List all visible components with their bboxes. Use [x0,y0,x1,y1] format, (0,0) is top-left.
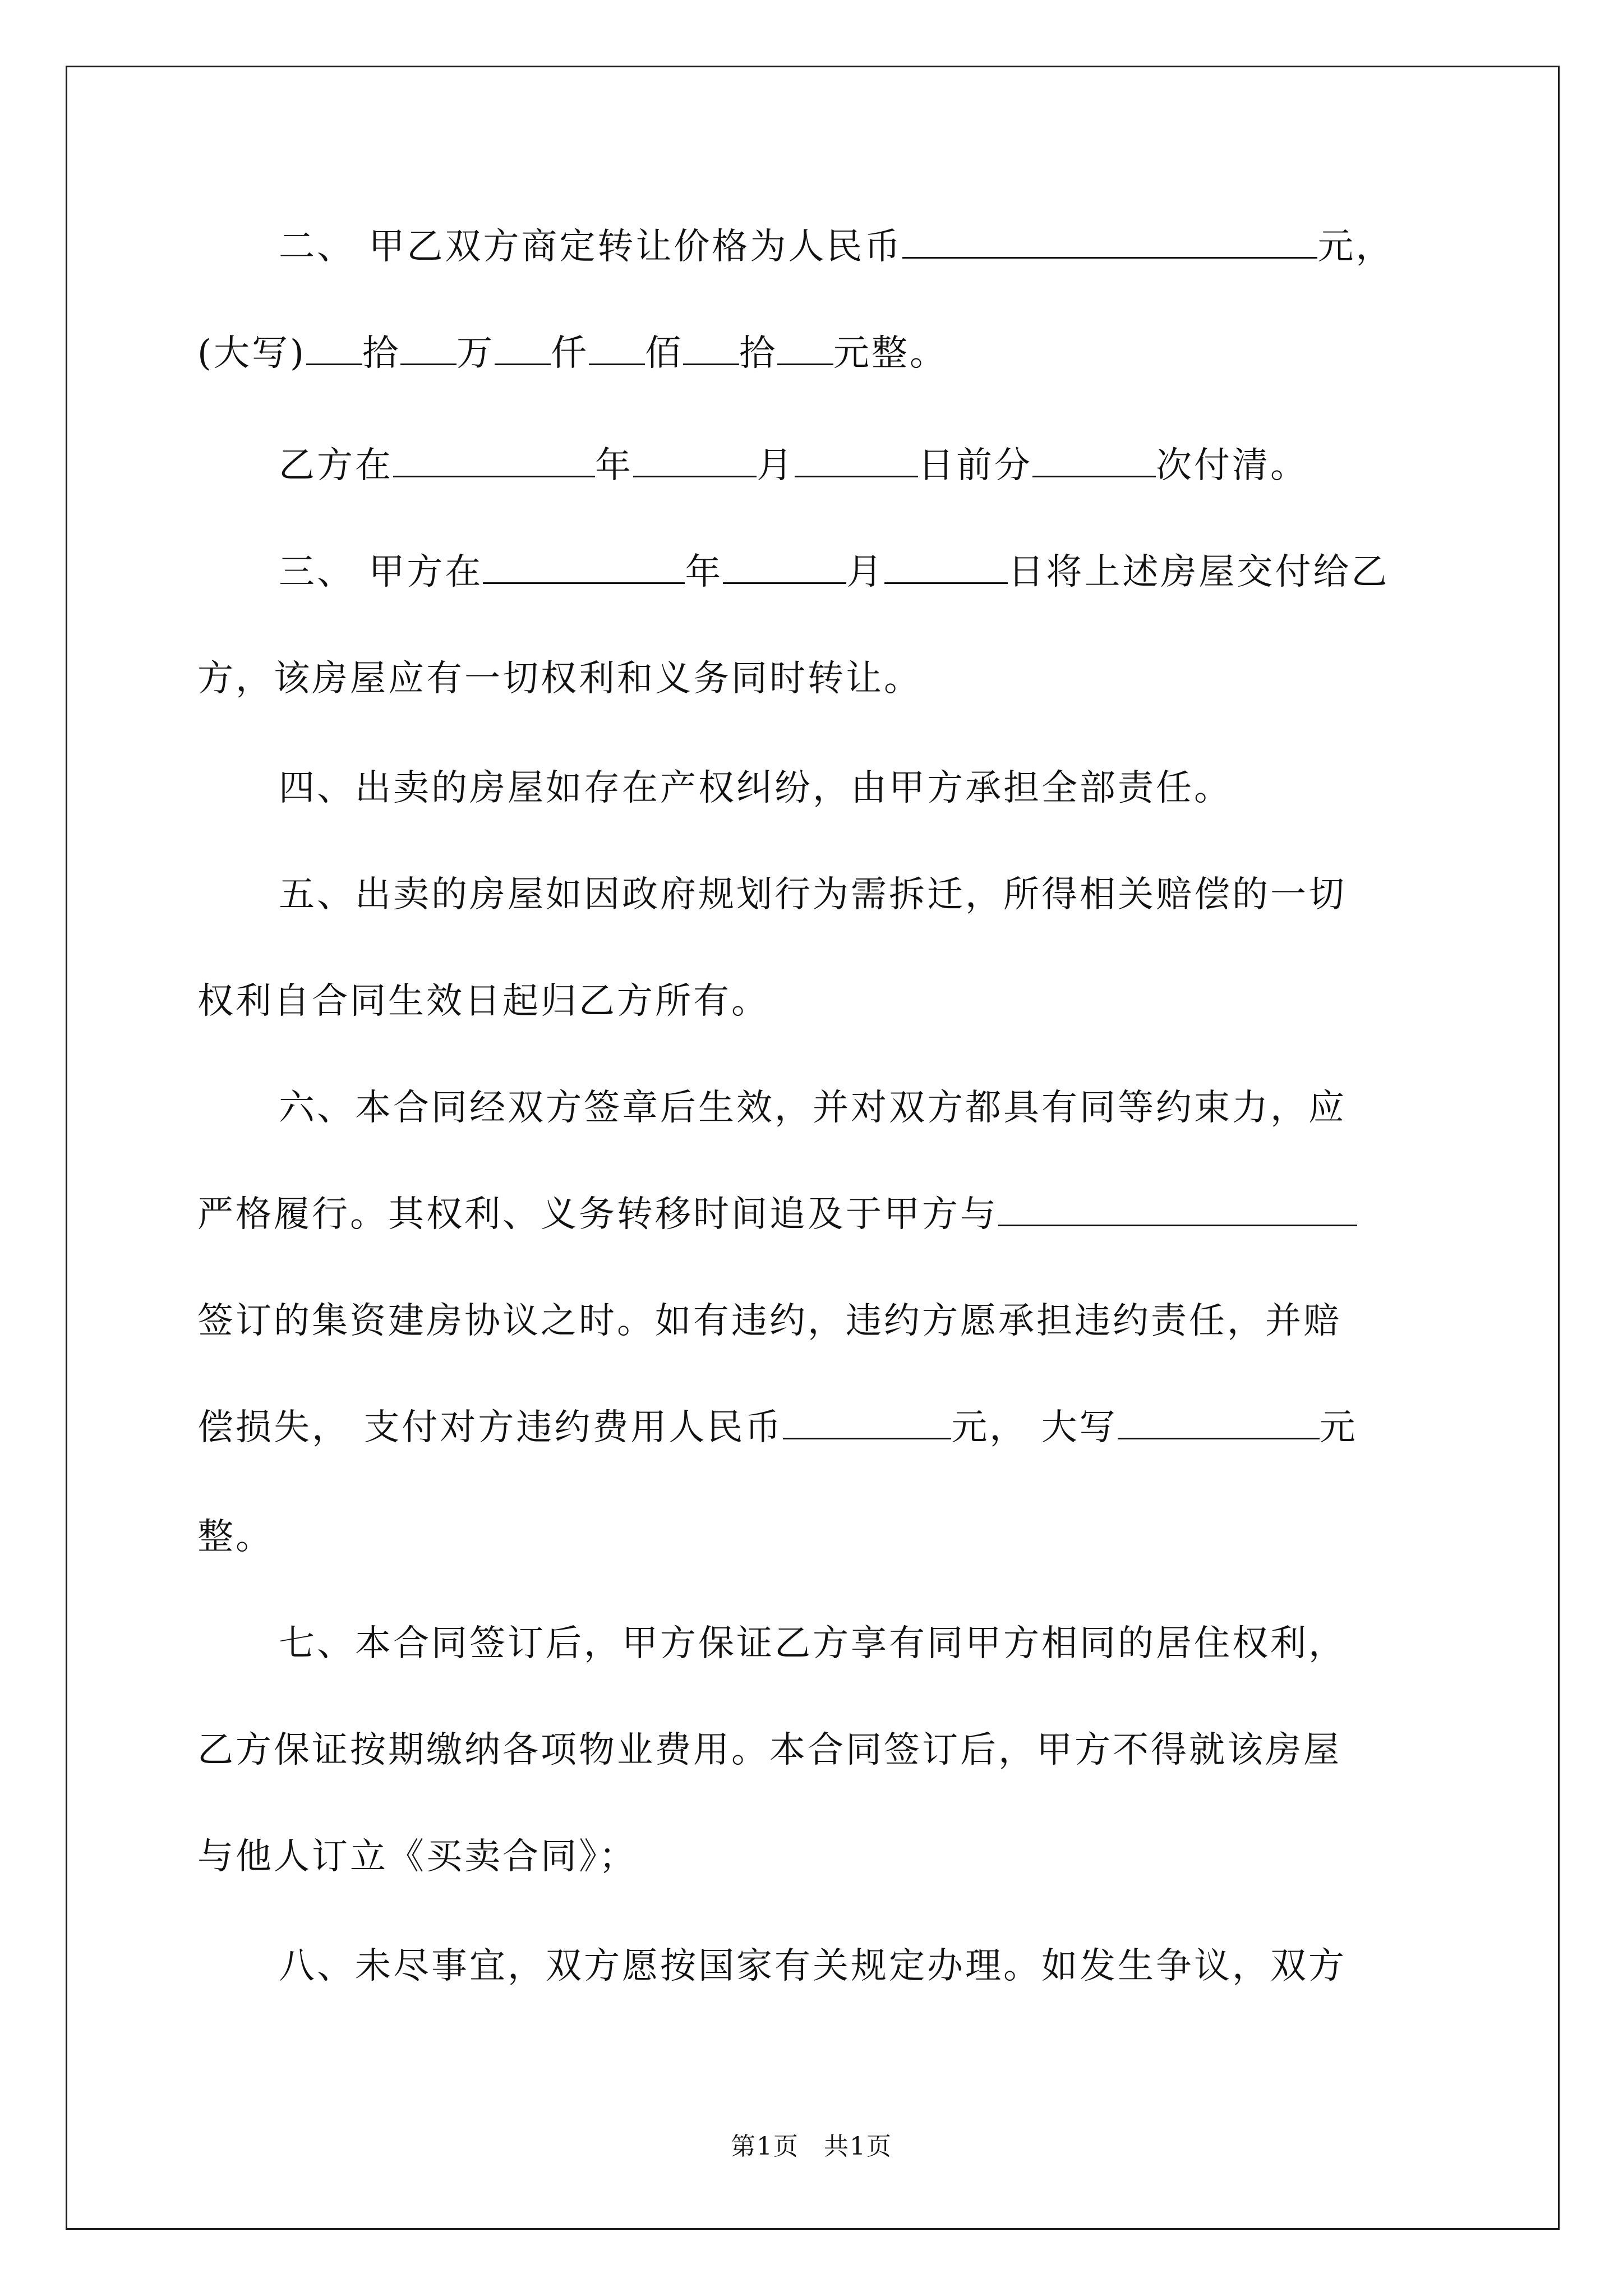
clause-2-line-2 [197,331,948,376]
clause-6-line-3: 签订的集资建房协议之时。如有违约，违约方愿承担违约责任，并赔 [197,1300,1341,1342]
penalty-text: 偿损失， 支付对方违约费用人民币 [197,1407,783,1448]
year-blank [483,550,685,584]
clause-2-line-1 [279,224,1394,269]
times-label: 次付清。 [1156,445,1308,486]
clause-7-line-2: 乙方保证按期缴纳各项物业费用。本合同签订后，甲方不得就该房屋 [197,1729,1341,1771]
unit-label: 仟 [550,333,589,374]
year-blank [393,443,595,477]
clause-2-text: 二、 甲乙双方商定转让价格为人民币 [279,226,903,268]
unit-label: 拾 [739,333,777,374]
unit-label: 佰 [644,333,683,374]
month-label: 月 [846,551,885,593]
penalty-amount-blank [783,1405,951,1439]
blank [777,331,833,365]
blank [306,331,362,365]
clause-3-text: 三、 甲方在 [279,551,483,593]
page-border [66,66,1560,2230]
month-label: 月 [757,445,795,486]
daxie-label: (大写) [197,333,306,374]
clause-5-line-2: 权利自合同生效日起归乙方所有。 [197,981,769,1022]
payment-line [279,443,1308,488]
day-blank [884,550,1008,584]
clause-8-line-1: 八、未尽事宜，双方愿按国家有关规定办理。如发生争议，双方 [279,1945,1347,1987]
penalty-daxie-blank [1118,1405,1320,1439]
clause-6-text: 严格履行。其权利、义务转移时间追及于甲方与 [197,1194,998,1235]
year-label: 年 [685,551,723,593]
yuan-label: 元， [1317,226,1394,268]
daxie-label: 元， 大写 [951,1407,1118,1448]
payment-text: 乙方在 [279,445,393,486]
page-number: 第1页 [731,2132,799,2161]
party-blank [998,1192,1357,1226]
price-blank [902,224,1317,259]
clause-3-line-1 [279,550,1389,595]
clause-7-line-1: 七、本合同签订后，甲方保证乙方享有同甲方相同的居住权利， [279,1623,1347,1664]
blank [400,331,457,365]
clause-6-line-5: 整。 [197,1516,274,1558]
clause-3-line-2: 方，该房屋应有一切权利和义务同时转让。 [197,658,922,700]
month-blank [633,443,757,477]
blank [589,331,645,365]
yuan-label: 元 [1319,1407,1358,1448]
blank [495,331,551,365]
day-label: 日前分 [918,445,1032,486]
month-blank [723,550,846,584]
times-blank [1032,443,1156,477]
page-footer [0,2126,1623,2162]
unit-label: 元整。 [833,333,948,374]
page-total: 共1页 [824,2132,892,2161]
clause-5-line-1: 五、出卖的房屋如因政府规划行为需拆迁，所得相关赔偿的一切 [279,874,1347,915]
clause-4: 四、出卖的房屋如存在产权纠纷，由甲方承担全部责任。 [279,767,1232,809]
clause-7-line-3: 与他人订立《买卖合同》； [197,1836,637,1878]
unit-label: 万 [456,333,495,374]
clause-3-text-cont: 日将上述房屋交付给乙 [1008,551,1390,593]
clause-6-line-4 [197,1405,1358,1450]
clause-6-line-2 [197,1192,1357,1237]
unit-label: 拾 [362,333,400,374]
blank [683,331,739,365]
year-label: 年 [595,445,633,486]
day-blank [795,443,918,477]
clause-6-line-1: 六、本合同经双方签章后生效，并对双方都具有同等约束力，应 [279,1087,1347,1129]
